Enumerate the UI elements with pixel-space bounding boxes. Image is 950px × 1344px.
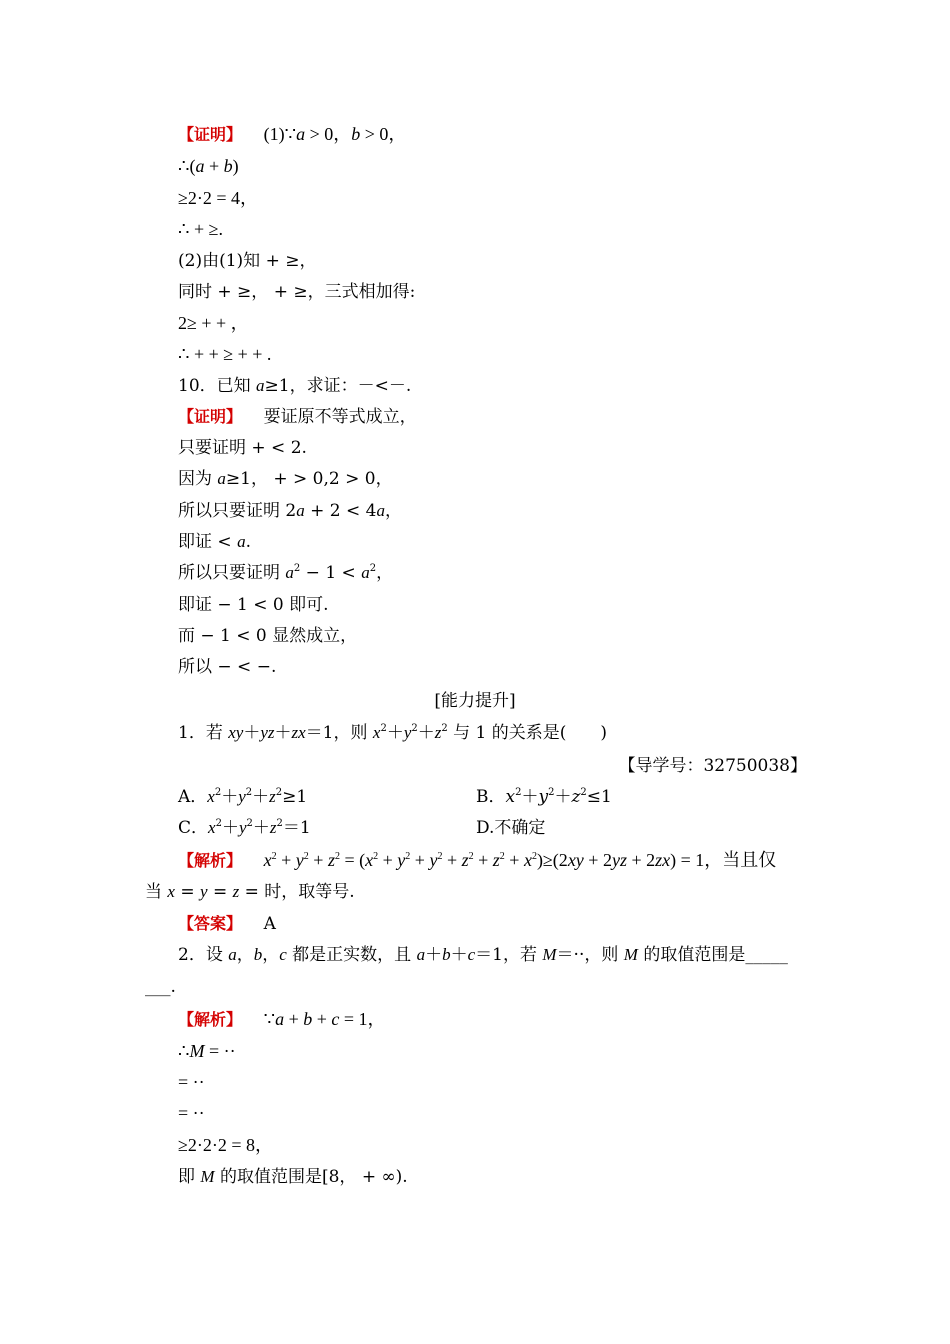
proof-line: ∴ + ≥.: [178, 219, 223, 239]
proof-line: 因为 a≥1， + > 0,2 > 0，: [178, 469, 393, 489]
guide-number: 【导学号：32750038】: [618, 756, 807, 776]
analysis-tag: 【解析】: [178, 851, 243, 870]
proof-line: 所以 − < −.: [178, 657, 277, 677]
problem-1-stem: 1．若 xy＋yz＋zx＝1，则 $x^2+y^2+z^2$ 与 1 的关系是( ): [178, 723, 608, 743]
analysis-tag: 【解析】: [178, 1010, 243, 1029]
analysis-line: = ··: [178, 1103, 205, 1123]
answer-tag: 【答案】: [178, 914, 243, 933]
analysis-line: 【解析】 ∵a + b + c = 1，: [178, 1009, 386, 1029]
proof-line: ≥2·2 = 4，: [178, 188, 259, 208]
proof-line: (2)由(1)知 + ≥，: [178, 251, 317, 271]
question-10-title: 10．已知 a≥1，求证：－<－.: [178, 376, 412, 396]
proof-line: 同时 + ≥， + ≥，三式相加得:: [178, 282, 416, 302]
proof-line: 即证 − 1 < 0 即可.: [178, 595, 329, 615]
option-a: A．$x^2+y^2+z^2\ge 1$: [178, 787, 308, 807]
proof-line: 所以只要证明 $a^2 - 1 < a^2$，: [178, 563, 394, 583]
analysis-line: 【解析】 $x^2 + y^2 + z^2 = (x^2 + y^2 + y^2 + z^2 + z^2 + x^2)\ge(2xy + 2yz + 2zx) = 1$，当且仅: [178, 850, 777, 870]
proof-line: 2≥ + + ，: [178, 313, 249, 333]
proof-line: ∴ + + ≥ + + .: [178, 344, 272, 364]
proof-line: 【证明】 要证原不等式成立，: [178, 407, 417, 427]
option-d: D.不确定: [476, 818, 546, 838]
proof-line: ∴(a + b): [178, 156, 239, 176]
proof-tag: 【证明】: [178, 125, 243, 144]
option-b: B．$x^2+y^2+z^2\le 1$: [476, 787, 612, 807]
option-c: C．$x^2+y^2+z^2=1$: [178, 818, 311, 838]
analysis-line: ≥2·2·2 = 8，: [178, 1135, 274, 1155]
problem-2-stem: 2．设 a，b，c 都是正实数，且 a＋b＋c＝1，若 M＝··，则 M 的取值范围是_____: [178, 945, 788, 965]
answer-line: [178, 913, 276, 935]
analysis-line: = ··: [178, 1072, 205, 1092]
proof-tag: 【证明】: [178, 407, 243, 426]
proof-line: 【证明】 (1)∵a > 0，b > 0，: [178, 124, 407, 144]
proof-line: 而 − 1 < 0 显然成立，: [178, 626, 358, 646]
blank-continuation: ___.: [145, 977, 176, 997]
analysis-line: 即 M 的取值范围是[8， + ∞).: [178, 1167, 408, 1187]
proof-line: 即证 < a.: [178, 532, 251, 552]
answer-value: A: [263, 914, 276, 934]
proof-line: 所以只要证明 2a + 2 < 4a，: [178, 501, 402, 521]
proof-line: 只要证明 + < 2.: [178, 438, 307, 458]
section-heading: [能力提升]: [434, 691, 516, 711]
analysis-line: ∴M = ··: [178, 1041, 236, 1061]
analysis-line: 当 x = y = z = 时，取等号.: [145, 882, 355, 902]
